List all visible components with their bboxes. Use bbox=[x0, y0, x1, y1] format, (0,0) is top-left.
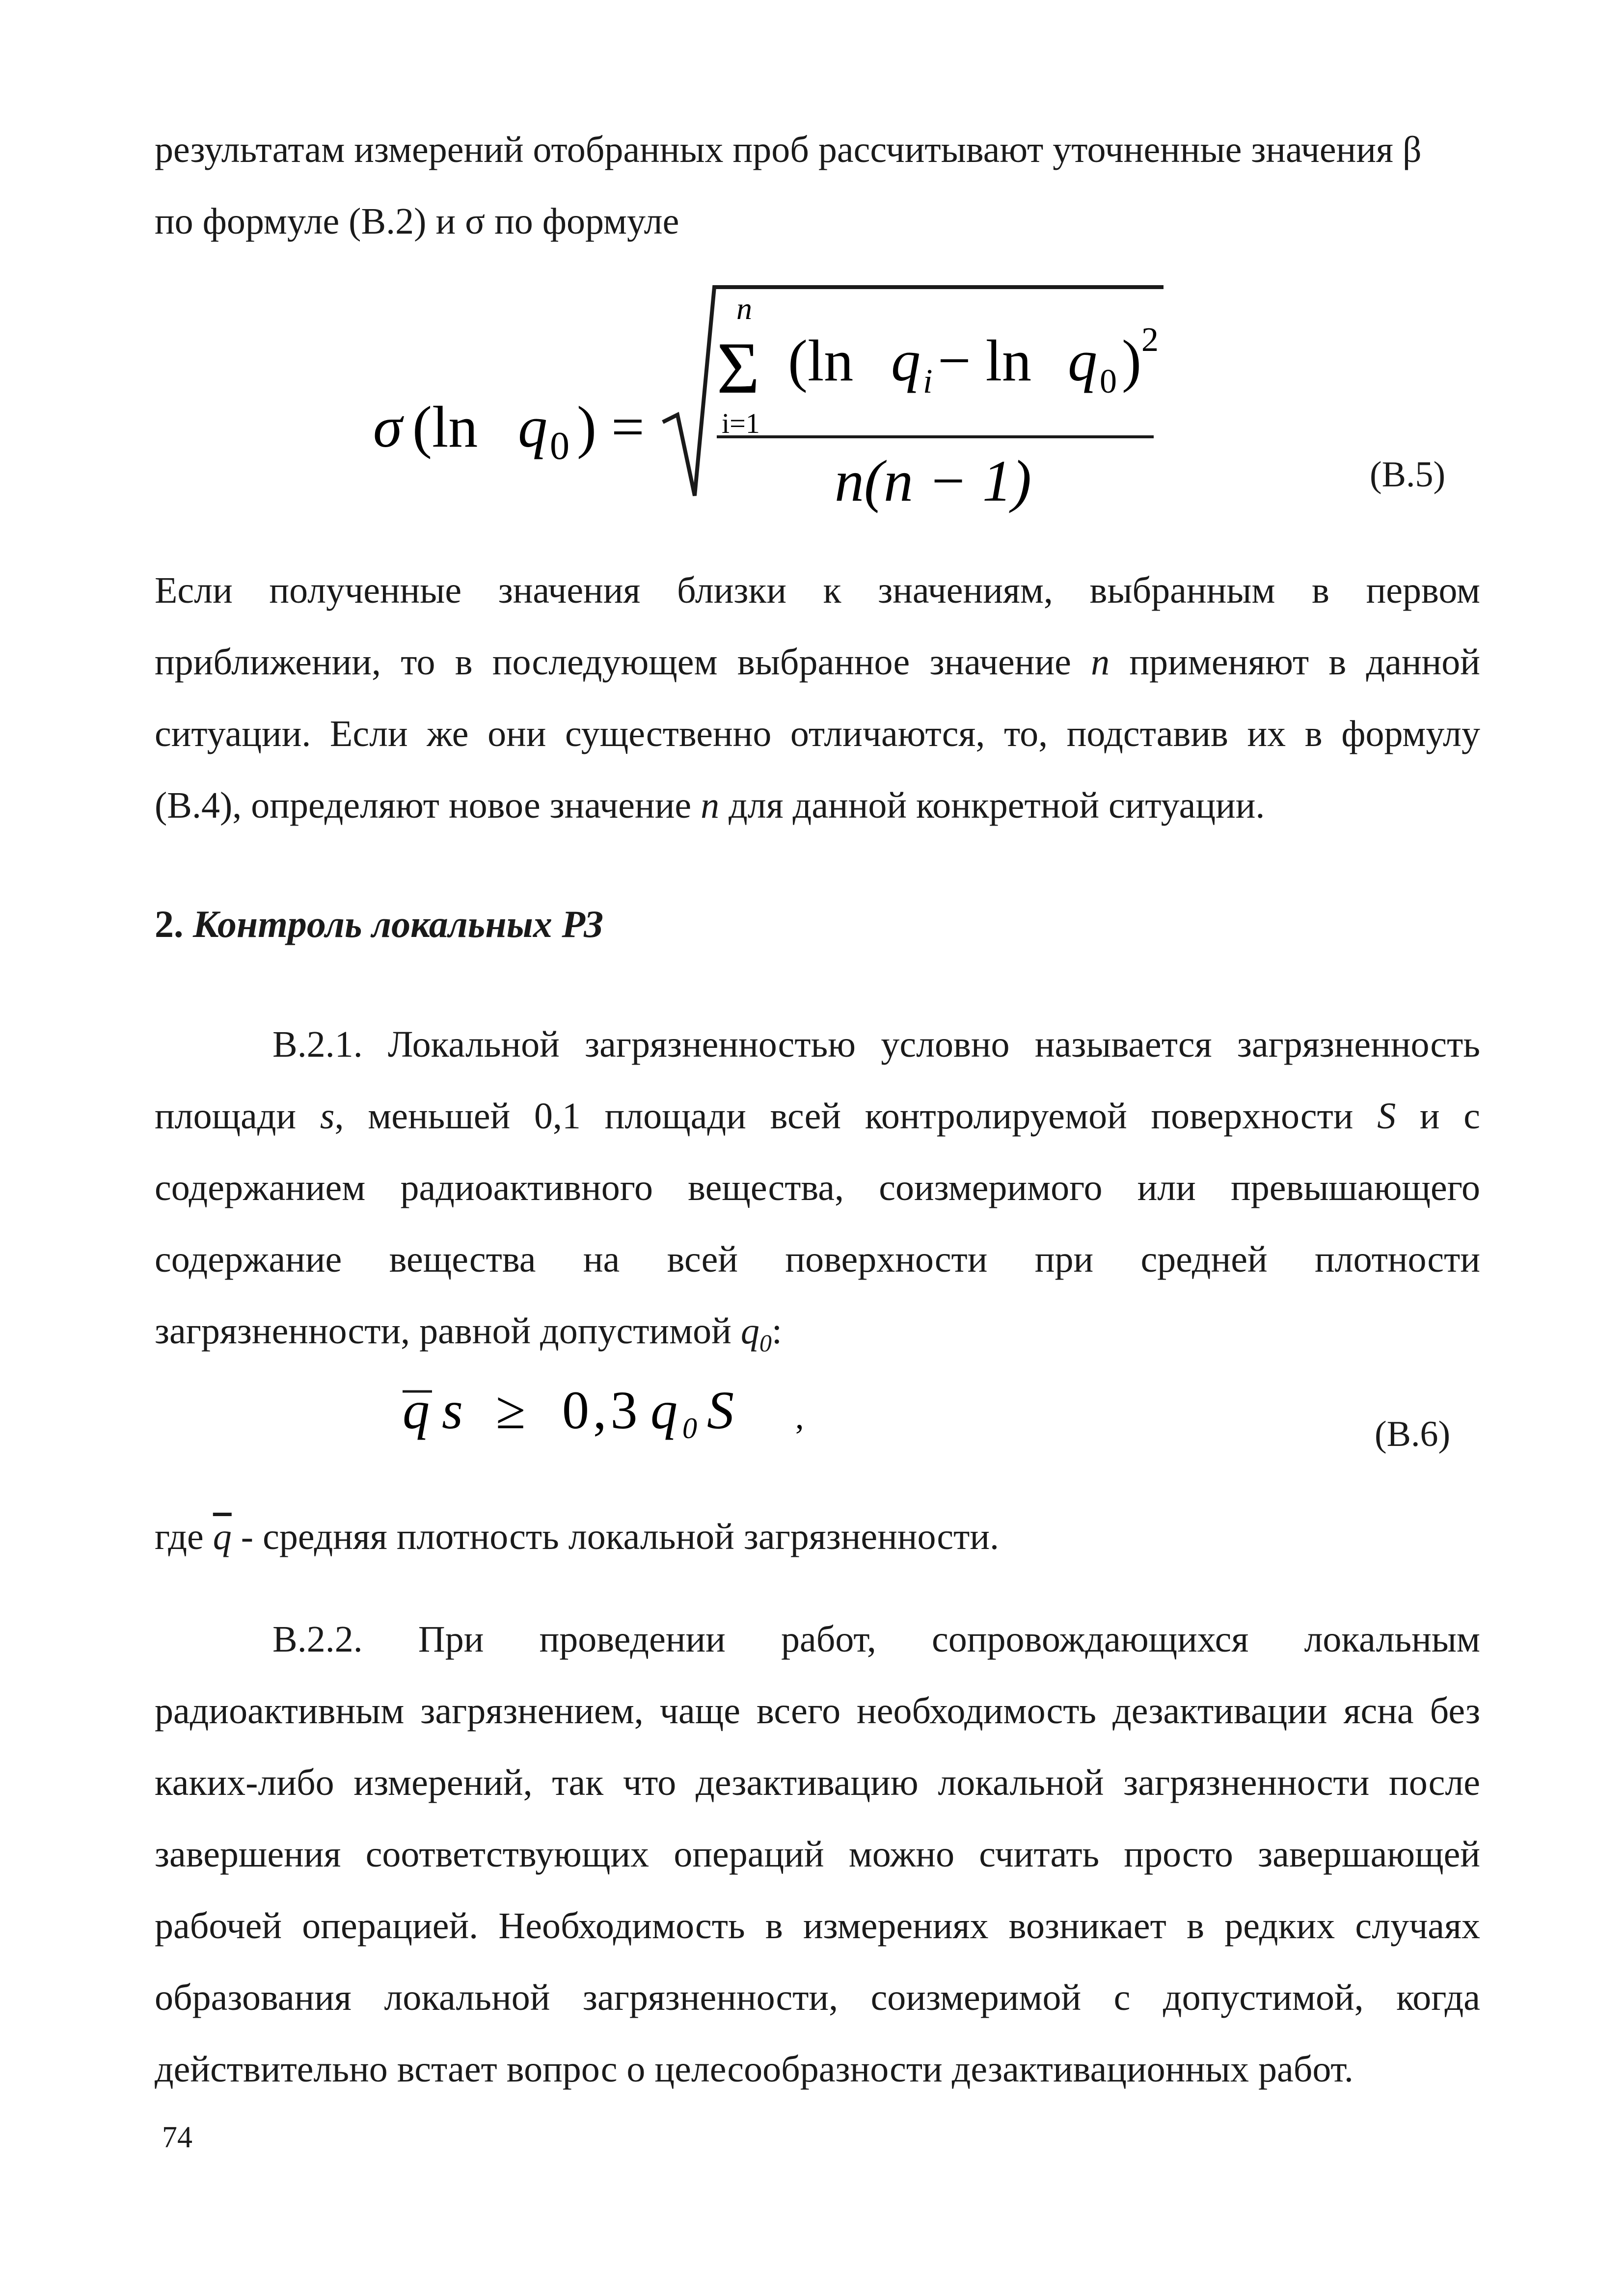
text-line: В.2.2. При проведении работ, сопровождающихся локальным bbox=[272, 1619, 1480, 1660]
text-line bbox=[155, 1295, 1480, 1379]
equation-label-b6: (В.6) bbox=[1375, 1414, 1451, 1454]
section-heading bbox=[155, 902, 603, 946]
text-fragment: , меньшей 0,1 площади всей контролируемой поверхности bbox=[334, 1095, 1378, 1137]
text-line bbox=[155, 1080, 1480, 1152]
text-line: результатам измерений отобранных проб рассчитывают уточненные значения β bbox=[155, 129, 1422, 170]
text-line: содержание вещества на всей поверхности при средней плотности bbox=[155, 1239, 1480, 1280]
text-line: ситуации. Если же они существенно отличаются, то, подставив их в формулу bbox=[155, 713, 1480, 754]
lhs-sub: 0 bbox=[550, 425, 569, 468]
var-S: S bbox=[707, 1380, 734, 1440]
text-fragment: загрязненности, равной допустимой bbox=[155, 1310, 741, 1352]
numerator-qi-sub: i bbox=[923, 363, 933, 400]
text-line: радиоактивным загрязнением, чаще всего необходимость дезактивации ясна без bbox=[155, 1690, 1480, 1732]
text-fragment: приближении, то в последующем выбранное значение bbox=[155, 641, 1091, 683]
variable-s: s bbox=[320, 1095, 335, 1137]
numerator-open: (ln bbox=[788, 328, 854, 393]
intro-paragraph bbox=[155, 114, 1480, 257]
text-line: Если полученные значения близки к значениям, выбранным в первом bbox=[155, 570, 1480, 611]
formula-b6 bbox=[393, 1374, 884, 1453]
text-fragment: где bbox=[155, 1516, 213, 1557]
section-title: Контроль локальных РЗ bbox=[193, 903, 604, 945]
paragraph-approximation bbox=[155, 555, 1480, 841]
subscript-0: 0 bbox=[759, 1329, 772, 1357]
text-fragment: (В.4), определяют новое значение bbox=[155, 785, 701, 826]
numerator-power: 2 bbox=[1141, 321, 1159, 359]
text-line: рабочей операцией. Необходимость в измерениях возникает в редких случаях bbox=[155, 1905, 1480, 1947]
var-q0: q bbox=[650, 1380, 677, 1440]
q0-subscript: 0 bbox=[682, 1412, 697, 1444]
variable-q-bar: $\overline{q}$ bbox=[213, 1516, 232, 1557]
denominator: n(n − 1) bbox=[835, 448, 1031, 513]
where-line bbox=[155, 1501, 1480, 1573]
numerator-q0: q bbox=[1068, 328, 1097, 393]
text-line: завершения соответствующих операций можно считать просто завершающей bbox=[155, 1834, 1480, 1875]
variable-S: S bbox=[1377, 1095, 1396, 1137]
text-line: содержанием радиоактивного вещества, соизмеримого или превышающего bbox=[155, 1167, 1480, 1208]
text-line: образования локальной загрязненности, соизмеримой с допустимой, когда bbox=[155, 1977, 1480, 2018]
numerator-close: ) bbox=[1122, 328, 1141, 393]
page-number: 74 bbox=[162, 2121, 192, 2154]
paragraph-b22 bbox=[155, 1603, 1480, 2105]
geq-symbol: ≥ bbox=[496, 1380, 526, 1440]
text-fragment: площади bbox=[155, 1095, 320, 1137]
sum-symbol: Σ bbox=[717, 327, 760, 409]
numerator-qi: q bbox=[891, 328, 920, 393]
text-line bbox=[155, 1501, 1480, 1573]
lhs-close: ) = bbox=[577, 394, 645, 459]
var-s: s bbox=[442, 1380, 463, 1440]
q-bar: q bbox=[403, 1380, 430, 1440]
text-fragment: для данной конкретной ситуации. bbox=[719, 785, 1265, 826]
variable-n: n bbox=[701, 785, 720, 826]
text-line: каких-либо измерений, так что дезактивацию локальной загрязненности после bbox=[155, 1762, 1480, 1803]
numerator-q0-sub: 0 bbox=[1100, 363, 1117, 400]
text-line: по формуле (В.2) и σ по формуле bbox=[155, 201, 679, 242]
variable-n: n bbox=[1091, 641, 1110, 683]
formula-b5 bbox=[344, 275, 1483, 530]
text-fragment: применяют в данной bbox=[1110, 641, 1480, 683]
paragraph-b21 bbox=[155, 1009, 1480, 1379]
text-line bbox=[155, 626, 1480, 698]
text-fragment: и с bbox=[1396, 1095, 1480, 1137]
section-number: 2. bbox=[155, 903, 193, 945]
text-fragment: - средняя плотность локальной загрязненности. bbox=[231, 1516, 999, 1557]
text-line: действительно встает вопрос о целесообразности дезактивационных работ. bbox=[155, 2049, 1353, 2090]
sum-upper-limit: n bbox=[736, 291, 752, 326]
sum-lower-limit: i=1 bbox=[722, 407, 760, 439]
text-line: В.2.1. Локальной загрязненностью условно называется загрязненность bbox=[272, 1024, 1480, 1065]
text-line bbox=[155, 770, 1480, 841]
coefficient: 0,3 bbox=[562, 1380, 642, 1440]
lhs-open: (ln bbox=[412, 394, 478, 459]
text-fragment: : bbox=[771, 1310, 782, 1352]
formula-comma: , bbox=[795, 1398, 804, 1436]
sigma-symbol: σ bbox=[373, 394, 403, 459]
numerator-minus: − ln bbox=[938, 328, 1032, 393]
equation-label-b5: (В.5) bbox=[1370, 454, 1446, 495]
variable-q: q bbox=[740, 1310, 759, 1352]
lhs-q: q bbox=[518, 394, 547, 459]
